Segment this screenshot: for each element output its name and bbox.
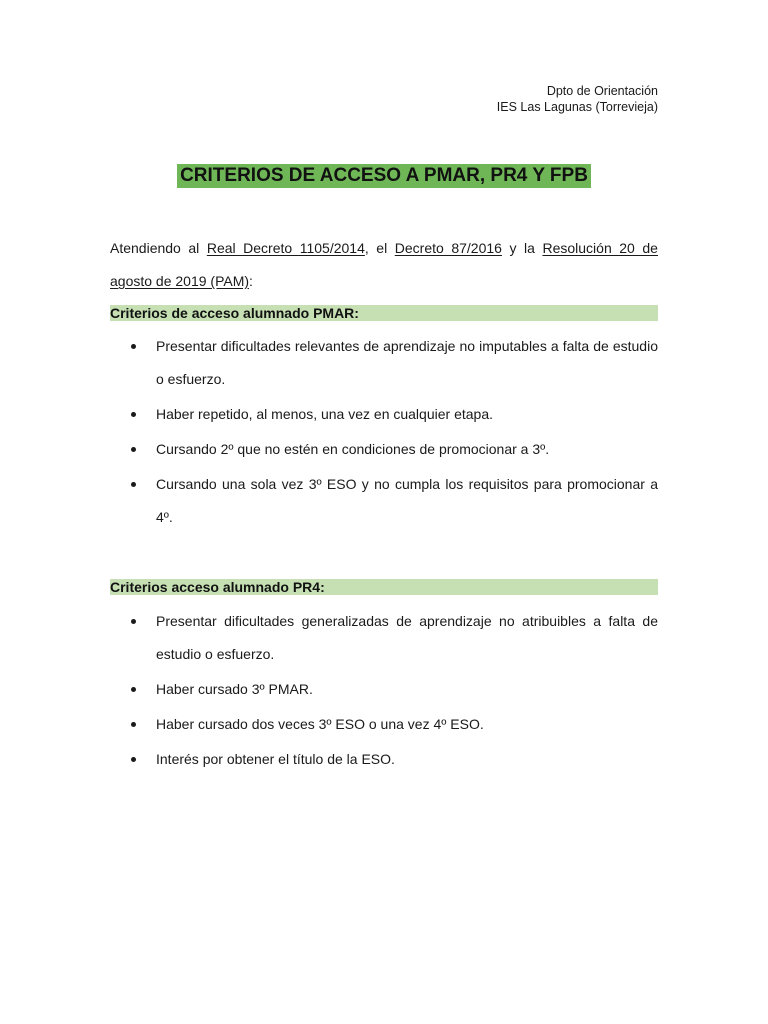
bullet-icon [131, 619, 136, 624]
list-item-text: Presentar dificultades relevantes de aprendizaje no imputables a falta de estudio o esfuerzo. [156, 338, 658, 387]
real-decreto-link: Real Decreto 1105/2014 [206, 240, 365, 256]
list-item [110, 398, 658, 431]
decreto-link: Decreto 87/2016 [394, 240, 502, 256]
list-item [110, 708, 658, 741]
department-name: Dpto de Orientación [546, 84, 658, 98]
header-block [497, 84, 658, 115]
list-item-text: Cursando una sola vez 3º ESO y no cumpla los requisitos para promocionar a 4º. [156, 476, 658, 525]
list-item [110, 330, 658, 396]
bullet-icon [131, 757, 136, 762]
intro-text-3: y la [501, 240, 543, 256]
list-item [110, 433, 658, 466]
pmar-criteria-list [110, 330, 658, 536]
list-item-text: Interés por obtener el título de la ESO. [156, 751, 395, 767]
bullet-icon [131, 412, 136, 417]
intro-text-4: : [249, 273, 253, 289]
pr4-section-heading: Criterios acceso alumnado PR4: [110, 579, 658, 595]
intro-paragraph [110, 232, 658, 298]
title-wrap [0, 164, 768, 188]
document-title: CRITERIOS DE ACCESO A PMAR, PR4 Y FPB [177, 164, 591, 188]
list-item [110, 673, 658, 706]
list-item-text: Cursando 2º que no estén en condiciones de promocionar a 3º. [156, 441, 550, 457]
bullet-icon [131, 687, 136, 692]
school-name: IES Las Lagunas (Torrevieja) [496, 99, 658, 114]
list-item-text: Presentar dificultades generalizadas de aprendizaje no atribuibles a falta de estudio o esfuerzo. [156, 613, 658, 662]
intro-text-1: Atendiendo al [110, 240, 207, 256]
intro-text-2: , el [364, 240, 395, 256]
pr4-criteria-list [110, 605, 658, 778]
bullet-icon [131, 447, 136, 452]
bullet-icon [131, 344, 136, 349]
list-item [110, 743, 658, 776]
pmar-section-heading: Criterios de acceso alumnado PMAR: [110, 305, 658, 321]
list-item-text: Haber cursado 3º PMAR. [156, 681, 313, 697]
bullet-icon [131, 722, 136, 727]
list-item-text: Haber repetido, al menos, una vez en cualquier etapa. [156, 406, 493, 422]
list-item-text: Haber cursado dos veces 3º ESO o una vez 4º ESO. [156, 716, 484, 732]
bullet-icon [131, 482, 136, 487]
list-item [110, 468, 658, 534]
list-item [110, 605, 658, 671]
resolucion-link: Resolución 20 de agosto de 2019 (PAM) [110, 240, 658, 289]
